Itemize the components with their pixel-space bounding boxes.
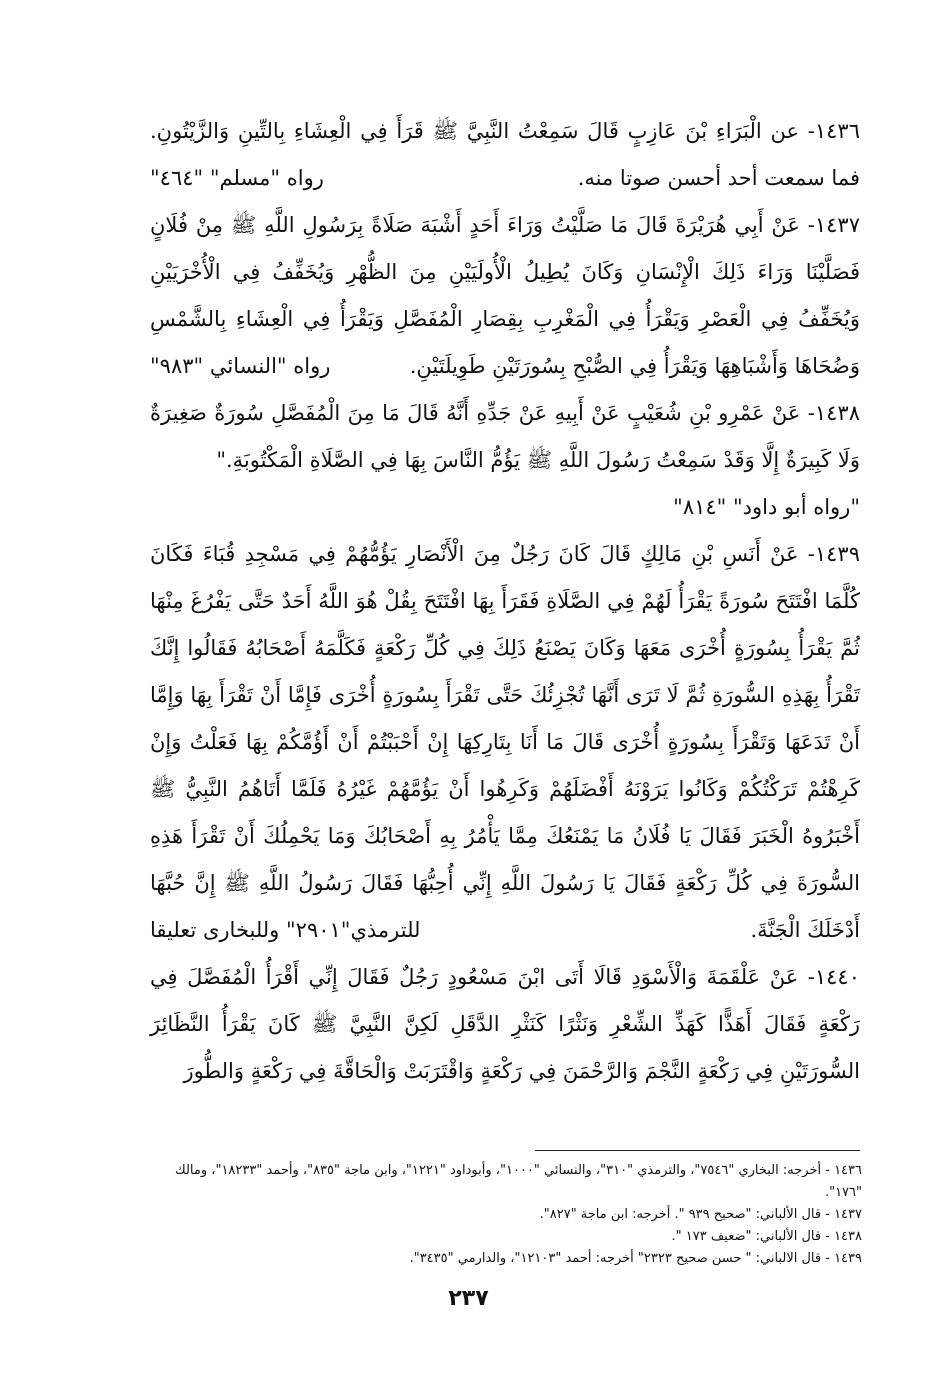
- hadith-reference: "رواه أبو داود" "٨١٤": [673, 495, 860, 519]
- hadith-text: ١٤٣٧- عَنْ أَبِي هُرَيْرَةَ قَالَ مَا صَلَّيْتُ وَرَاءَ أَحَدٍ أَشْبَهَ صَلَاةً بِرَسُولِ اللَّهِ ﷺ مِنْ فُلَانٍ فَصَلَّيْنَا وَرَاءَ ذَلِكَ الْإِنْسَانِ وَكَانَ يُطِيلُ الْأُولَيَيْنِ مِنَ الظُّهْرِ وَيُخَفِّفُ فِي الْأُخْرَيَيْنِ وَيُخَفِّفُ فِي الْعَصْرِ وَيَقْرَأُ فِي الْمَغْرِبِ بِقِصَارِ الْمُفَصَّلِ وَيَقْرَأُ فِي الْعِشَاءِ بِالشَّمْسِ وَضُحَاهَا وَأَشْبَاهِهَا وَيَقْرَأُ فِي الصُّبْحِ بِسُورَتَيْنِ طَوِيلَتَيْنِ.: [150, 213, 860, 378]
- hadith-1438: [150, 390, 860, 531]
- footnote-1436: ١٤٣٦ - أخرجه: البخاري "٧٥٤٦"، والترمذي "٣١٠"، والنسائي "١٠٠٠"، وأبوداود "١٢٢١"، وابن ماجة "٨٣٥"، وأحمد "١٨٢٣٣"، ومالك "١٧٦".: [175, 1163, 862, 1200]
- footnote-1438: ١٤٣٨ - قال الألباني: "ضعيف ١٧٣ ".: [671, 1229, 862, 1244]
- footnotes: [150, 1160, 862, 1270]
- hadith-reference: رواه "مسلم" "٤٦٤": [150, 166, 324, 190]
- hadith-reference: للترمذي"٢٩٠١" وللبخارى تعليقا: [150, 918, 421, 942]
- hadith-1439: [150, 531, 860, 954]
- footnote-divider: [535, 1150, 860, 1151]
- main-text: [150, 108, 860, 1095]
- footnote-1439: ١٤٣٩ - قال الالباني: " حسن صحيح ٢٣٢٣" أخرجه: أحمد "١٢١٠٣"، والدارمي "٣٤٣٥".: [409, 1251, 862, 1266]
- footnote-1437: ١٤٣٧ - قال الألباني: "صحيح ٩٣٩ ". أخرجه: ابن ماجة "٨٢٧".: [539, 1207, 862, 1222]
- page-number: ٢٣٧: [448, 1286, 489, 1311]
- hadith-1440: [150, 954, 860, 1095]
- hadith-text: ١٤٣٦- عن الْبَرَاءِ بْنَ عَازِبٍ قَالَ سَمِعْتُ النَّبِيَّ ﷺ قَرَأَ فِي الْعِشَاءِ بِالتِّينِ وَالزَّيْتُونِ. فما سمعت أحد أحسن صوتا منه.: [150, 119, 860, 190]
- hadith-text: ١٤٤٠- عَنْ عَلْقَمَةَ وَالْأَسْوَدِ قَالَا أَتَى ابْنَ مَسْعُودٍ رَجُلٌ فَقَالَ إِنِّي أَقْرَأُ الْمُفَصَّلَ فِي رَكْعَةٍ فَقَالَ أَهَذًّا كَهَذِّ الشِّعْرِ وَنَثْرًا كَنَثْرِ الدَّقَلِ لَكِنَّ النَّبِيَّ ﷺ كَانَ يَقْرَأُ النَّظَائِرَ السُّورَتَيْنِ فِي رَكْعَةٍ النَّجْمَ وَالرَّحْمَنَ فِي رَكْعَةٍ وَاقْتَرَبَتْ وَالْحَاقَّةَ فِي رَكْعَةٍ وَالطُّورَ: [150, 965, 860, 1083]
- hadith-text: ١٤٣٩- عَنْ أَنَسِ بْنِ مَالِكٍ قَالَ كَانَ رَجُلٌ مِنَ الْأَنْصَارِ يَؤُمُّهُمْ فِي مَسْجِدِ قُبَاءَ فَكَانَ كُلَّمَا افْتَتَحَ سُورَةً يَقْرَأُ لَهُمْ فِي الصَّلَاةِ فَقَرَأَ بِهَا افْتَتَحَ بِقُلْ هُوَ اللَّهُ أَحَدٌ حَتَّى يَفْرُغَ مِنْهَا ثُمَّ يَقْرَأُ بِسُورَةٍ أُخْرَى مَعَهَا وَكَانَ يَصْنَعُ ذَلِكَ فِي كُلِّ رَكْعَةٍ فَكَلَّمَهُ أَصْحَابُهُ فَقَالُوا إِنَّكَ تَقْرَأُ بِهَذِهِ السُّورَةِ ثُمَّ لَا تَرَى أَنَّهَا تُجْزِئُكَ حَتَّى تَقْرَأَ بِسُورَةٍ أُخْرَى فَإِمَّا أَنْ تَقْرَأَ بِهَا وَإِمَّا أَنْ تَدَعَهَا وَتَقْرَأَ بِسُورَةٍ أُخْرَى قَالَ مَا أَنَا بِتَارِكِهَا إِنْ أَحْبَبْتُمْ أَنْ أَؤُمَّكُمْ بِهَا فَعَلْتُ وَإِنْ كَرِهْتُمْ تَرَكْتُكُمْ وَكَانُوا يَرَوْنَهُ أَفْضَلَهُمْ وَكَرِهُوا أَنْ يَؤُمَّهُمْ غَيْرُهُ فَلَمَّا أَتَاهُمُ النَّبِيُّ ﷺ أَخْبَرُوهُ الْخَبَرَ فَقَالَ يَا فُلَانُ مَا يَمْنَعُكَ مِمَّا يَأْمُرُ بِهِ أَصْحَابُكَ وَمَا يَحْمِلُكَ أَنْ تَقْرَأَ هَذِهِ السُّورَةَ فِي كُلِّ رَكْعَةٍ فَقَالَ يَا رَسُولَ اللَّهِ إِنِّي أُحِبُّهَا فَقَالَ رَسُولُ اللَّهِ ﷺ إِنَّ حُبَّهَا أَدْخَلَكَ الْجَنَّةَ.: [150, 542, 860, 942]
- hadith-1436: [150, 108, 860, 202]
- hadith-1437: [150, 202, 860, 390]
- hadith-text: ١٤٣٨- عَنْ عَمْرِو بْنِ شُعَيْبٍ عَنْ أَبِيهِ عَنْ جَدِّهِ أَنَّهُ قَالَ مَا مِنَ الْمُفَصَّلِ سُورَةٌ صَغِيرَةٌ وَلَا كَبِيرَةٌ إِلَّا وَقَدْ سَمِعْتُ رَسُولَ اللَّهِ ﷺ يَؤُمُّ النَّاسَ بِهَا فِي الصَّلَاةِ الْمَكْتُوبَةِ.": [150, 401, 860, 472]
- hadith-reference: رواه "النسائي "٩٨٣": [150, 354, 331, 378]
